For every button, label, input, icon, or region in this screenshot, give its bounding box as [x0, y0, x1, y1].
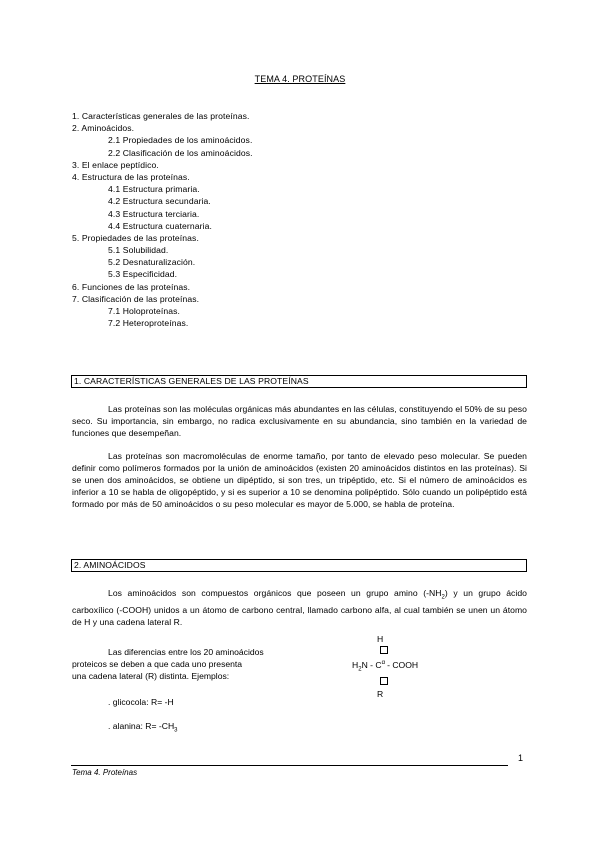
toc-subitem: 7.1 Holoproteínas. — [108, 306, 181, 316]
toc-item: 5. Propiedades de las proteínas. — [72, 232, 199, 243]
bond-symbol — [380, 646, 388, 654]
toc-subitem: 4.1 Estructura primaria. — [108, 184, 200, 195]
toc-item: 7. Clasificación de las proteínas. — [72, 293, 200, 304]
toc-subitem: 7.2 Heteroproteínas. — [108, 318, 189, 329]
paragraph: Las proteínas son las moléculas orgánicas más abundantes en las células, constituyendo el 50% de su peso seco. Su importancia, sin embargo, no radica exclusivamente en su abundancia, sino también en la variedad de funciones que desempeñan. — [72, 404, 527, 439]
table-of-contents — [72, 110, 532, 329]
footer-divider — [71, 765, 508, 766]
formula-h: H — [377, 634, 384, 644]
section-heading-aminoacidos: 2. AMINOÁCIDOS — [71, 559, 527, 572]
footer-text: Tema 4. Proteínas — [72, 768, 138, 777]
amino-acid-formula — [352, 633, 418, 700]
toc-item: 2. Aminoácidos. — [72, 123, 135, 134]
page-number: 1 — [518, 753, 524, 763]
paragraph: Los aminoácidos son compuestos orgánicos que poseen un grupo amino $(-NH_2)$ y un grupo ácido carboxílico (-COOH) unidos a un átomo de carbono central, llamado carbono alfa, al cual también se unen un átomo de H y una cadena lateral R. — [72, 588, 527, 628]
differences-text: Las diferencias entre los 20 aminoácidos proteicos se deben a que cada uno presenta una cadena lateral (R) distinta. Ejemplos: — [72, 647, 264, 682]
toc-subitem: 2.2 Clasificación de los aminoácidos. — [108, 147, 253, 158]
toc-subitem: 4.2 Estructura secundaria. — [108, 196, 211, 207]
toc-item: 1. Características generales de las proteínas. — [72, 111, 250, 121]
toc-item: 6. Funciones de las proteínas. — [72, 281, 191, 292]
toc-item: 3. El enlace peptídico. — [72, 159, 159, 170]
example-alanina: . alanina: $R= -CH_3$ — [108, 721, 178, 734]
section-heading-caracteristicas: 1. CARACTERÍSTICAS GENERALES DE LAS PROTEÍNAS — [71, 375, 527, 388]
toc-subitem: 4.3 Estructura terciaria. — [108, 208, 200, 219]
section1-body — [72, 403, 527, 511]
toc-item: 4. Estructura de las proteínas. — [72, 171, 190, 182]
paragraph: Las proteínas son macromoléculas de enorme tamaño, por tanto de elevado peso molecular. Se pueden definir como polímeros formados por la unión de aminoácidos (existen 20 aminoácidos distintos en las proteínas). Si se unen dos aminoácidos, se obtiene un dipéptido, si son tres, un tripéptido, etc. Si el número de aminoácidos es inferior a 10 se habla de oligopéptido, y si es superior a 10 se denomina polipéptido. Sólo cuando un polipéptido está formado por más de 50 aminoácidos o su peso molecular es mayor de 5.000, se habla de proteína. — [72, 450, 527, 510]
section2-intro — [72, 587, 527, 628]
toc-subitem: 5.3 Especificidad. — [108, 269, 178, 280]
formula-r: R — [377, 688, 384, 699]
toc-subitem: 4.4 Estructura cuaternaria. — [108, 220, 212, 231]
toc-subitem: 2.1 Propiedades de los aminoácidos. — [108, 135, 253, 146]
toc-subitem: 5.1 Solubilidad. — [108, 245, 169, 256]
bond-symbol — [380, 677, 388, 685]
toc-subitem: 5.2 Desnaturalización. — [108, 257, 196, 268]
page-title: TEMA 4. PROTEÍNAS — [254, 74, 346, 84]
example-glicocola: . glicocola: R= -H — [108, 697, 174, 707]
formula-main: $H_2N - C^\alpha$ - COOH — [352, 659, 419, 673]
